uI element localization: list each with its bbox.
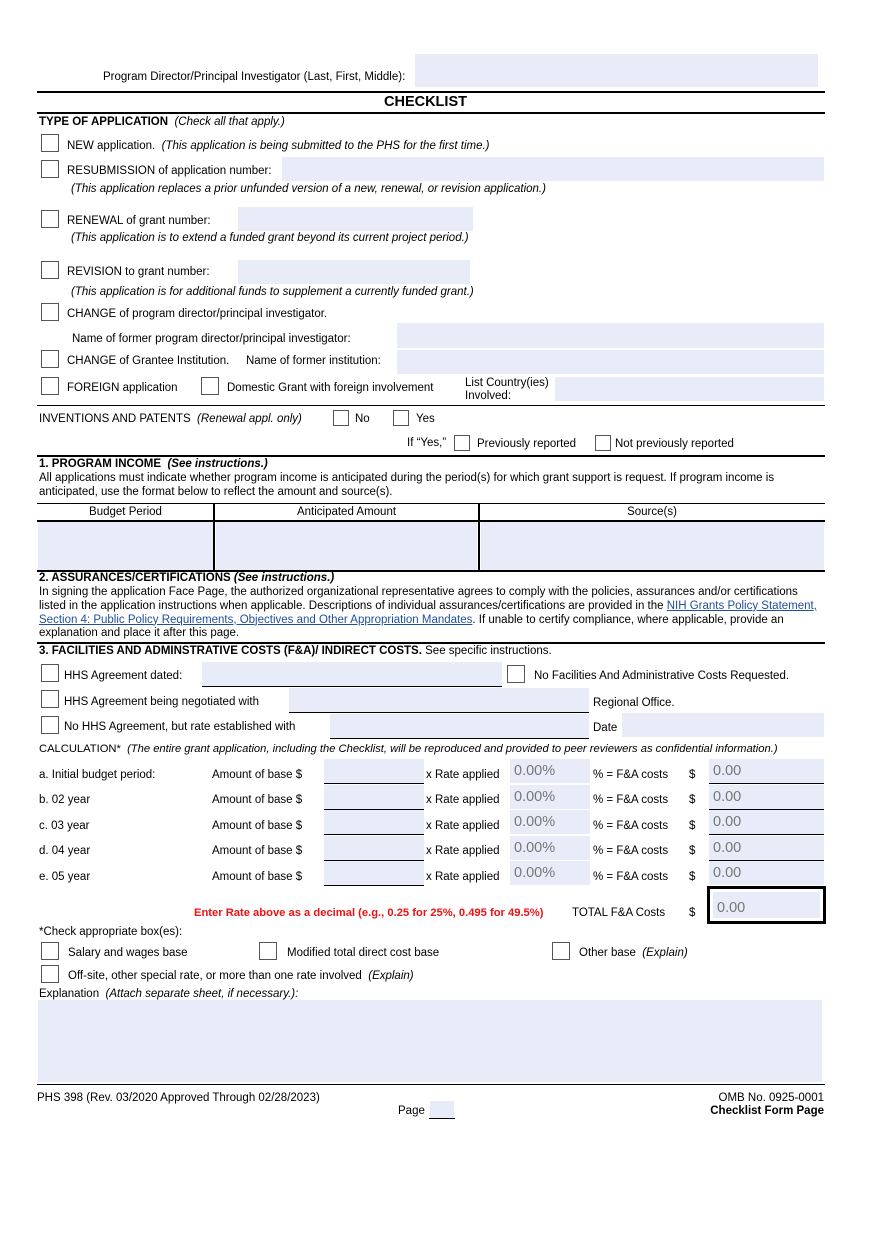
former-pd-label: Name of former program director/principal investigator:	[72, 333, 351, 345]
countries-label-1: List Country(ies)	[465, 377, 549, 389]
fa-cost-value: 0.00	[713, 865, 742, 881]
new-label: NEW application. (This application is being submitted to the PHS for the first time.)	[67, 140, 490, 152]
domestic-foreign-label: Domestic Grant with foreign involvement	[227, 382, 434, 394]
field-underline	[429, 1118, 455, 1119]
divider	[37, 642, 825, 644]
col-anticipated-amount: Anticipated Amount	[296, 506, 397, 518]
fa-cost-value: 0.00	[713, 814, 742, 830]
fa-cost-value: 0.00	[713, 840, 742, 856]
dollar-sign: $	[689, 845, 696, 857]
row-label: b. 02 year	[39, 794, 91, 806]
other-base-label: Other base (Explain)	[579, 947, 688, 959]
base-label: Amount of base $	[212, 794, 303, 806]
divider	[37, 1084, 825, 1085]
total-fa-value: 0.00	[717, 900, 746, 916]
calculation-label: CALCULATION* (The entire grant application, including the Checklist, will be reproduced and provided to peer reviewers as confidential information.)	[39, 743, 778, 755]
domestic-foreign-checkbox[interactable]	[201, 377, 219, 395]
divider	[37, 91, 825, 93]
rate-label: x Rate applied	[426, 769, 500, 781]
rate-value: 0.00%	[514, 840, 556, 856]
salary-base-label: Salary and wages base	[68, 947, 188, 959]
total-fa-label: TOTAL F&A Costs	[572, 907, 666, 919]
divider	[37, 503, 825, 504]
rate-label: x Rate applied	[426, 794, 500, 806]
omb-number: OMB No. 0925-0001	[718, 1092, 824, 1104]
not-previously-reported-label: Not previously reported	[615, 438, 734, 450]
program-income-text: All applications must indicate whether program income is anticipated during the period(s) for which grant support is request. If program income is anticipated, use the format below to reflect the amount and source(s).	[39, 472, 775, 498]
hhs-dated-field[interactable]	[202, 662, 502, 686]
row-label: a. Initial budget period:	[39, 769, 156, 781]
assurances-text: In signing the application Face Page, the authorized organizational representative agrees to comply with the policies, assurances and/or certifications listed in the application instructions when applicable. Descriptions of individual assurances/certifications are provided in the NIH Grants Policy Statement, Section 4: Public Policy Requirements, Objectives and Other Appropriation Mandates. If unable to certify compliance, where applicable, provide an explanation and place it after this page.	[39, 586, 817, 640]
assurances-heading: 2. ASSURANCES/CERTIFICATIONS (See instructions.)	[39, 572, 335, 584]
resubmission-label: RESUBMISSION of application number:	[67, 165, 272, 177]
date-label: Date	[593, 722, 618, 734]
fa-label: % = F&A costs	[593, 820, 669, 832]
not-previously-reported-checkbox[interactable]	[595, 435, 611, 451]
row-label: c. 03 year	[39, 820, 90, 832]
regional-office-label: Regional Office.	[593, 697, 675, 709]
foreign-label: FOREIGN application	[67, 382, 178, 394]
previously-reported-checkbox[interactable]	[454, 435, 470, 451]
no-fa-label: No Facilities And Administrative Costs Requested.	[534, 670, 790, 682]
offsite-checkbox[interactable]	[41, 965, 59, 983]
base-amount-field[interactable]	[324, 785, 424, 809]
revision-number-field[interactable]	[238, 260, 470, 284]
fa-label: % = F&A costs	[593, 794, 669, 806]
if-yes-label: If “Yes,”	[407, 437, 447, 449]
field-underline	[324, 783, 424, 784]
row-label: d. 04 year	[39, 845, 91, 857]
total-fa-box	[707, 886, 826, 924]
no-hhs-label: No HHS Agreement, but rate established with	[64, 721, 296, 733]
mtdc-base-checkbox[interactable]	[259, 942, 277, 960]
rate-established-field[interactable]	[330, 714, 589, 738]
former-pd-field[interactable]	[397, 323, 824, 348]
field-underline	[324, 834, 424, 835]
inventions-yes-checkbox[interactable]	[393, 410, 409, 426]
field-underline	[709, 834, 824, 835]
nih-policy-link[interactable]: NIH Grants Policy Statement, Section 4: Public Policy Requirements, Objectives and Other Appropriation Mandates	[39, 599, 817, 626]
pd-name-label: Program Director/Principal Investigator (Last, First, Middle):	[103, 71, 406, 83]
dollar-sign: $	[689, 871, 696, 883]
no-fa-checkbox[interactable]	[507, 665, 525, 683]
salary-base-checkbox[interactable]	[41, 942, 59, 960]
form-page-label: Checklist Form Page	[710, 1105, 824, 1117]
divider	[37, 112, 825, 114]
dollar-sign: $	[689, 820, 696, 832]
sources-field[interactable]	[481, 522, 824, 570]
hhs-dated-checkbox[interactable]	[41, 664, 59, 682]
field-underline	[202, 686, 502, 687]
rate-value: 0.00%	[514, 865, 556, 881]
type-of-application-heading: TYPE OF APPLICATION (Check all that apply.)	[39, 116, 285, 128]
former-institution-field[interactable]	[397, 350, 824, 374]
explanation-field[interactable]	[38, 1000, 822, 1082]
no-hhs-checkbox[interactable]	[41, 716, 59, 734]
renewal-number-field[interactable]	[238, 207, 473, 231]
divider	[37, 455, 825, 457]
rate-label: x Rate applied	[426, 845, 500, 857]
resubmission-checkbox[interactable]	[41, 160, 59, 178]
date-field[interactable]	[622, 713, 824, 737]
field-underline	[330, 738, 589, 739]
base-amount-field[interactable]	[324, 759, 424, 783]
renewal-checkbox[interactable]	[41, 210, 59, 228]
column-divider	[213, 503, 215, 571]
col-sources: Source(s)	[627, 506, 677, 518]
inventions-no-label: No	[355, 413, 370, 425]
base-amount-field[interactable]	[324, 861, 424, 885]
rate-warning: Enter Rate above as a decimal (e.g., 0.25 for 25%, 0.495 for 49.5%)	[194, 907, 544, 919]
resubmission-note: (This application replaces a prior unfunded version of a new, renewal, or revision application.)	[71, 183, 546, 195]
page-label: Page	[398, 1105, 425, 1117]
countries-label-2: Involved:	[465, 390, 512, 402]
field-underline	[289, 712, 589, 713]
foreign-checkbox[interactable]	[41, 377, 59, 395]
fa-label: % = F&A costs	[593, 769, 669, 781]
revision-checkbox[interactable]	[41, 261, 59, 279]
offsite-label: Off-site, other special rate, or more than one rate involved (Explain)	[68, 970, 414, 982]
page-title: CHECKLIST	[384, 94, 467, 110]
negotiated-label: HHS Agreement being negotiated with	[64, 696, 259, 708]
negotiated-office-field[interactable]	[289, 688, 589, 712]
program-income-heading: 1. PROGRAM INCOME (See instructions.)	[39, 458, 268, 470]
fa-costs-heading: 3. FACILITIES AND ADMINSTRATIVE COSTS (F&A)/ INDIRECT COSTS. See specific instructions.	[39, 645, 552, 657]
base-label: Amount of base $	[212, 769, 303, 781]
field-underline	[324, 885, 424, 886]
rate-label: x Rate applied	[426, 871, 500, 883]
dollar-sign: $	[689, 907, 696, 919]
hhs-dated-label: HHS Agreement dated:	[64, 670, 183, 682]
base-label: Amount of base $	[212, 845, 303, 857]
check-appropriate-label: *Check appropriate box(es):	[39, 926, 183, 938]
anticipated-amount-field[interactable]	[216, 522, 477, 570]
fa-cost-value: 0.00	[713, 789, 742, 805]
base-label: Amount of base $	[212, 820, 303, 832]
budget-period-field[interactable]	[38, 522, 213, 570]
former-institution-label: Name of former institution:	[246, 355, 381, 367]
divider	[37, 405, 825, 406]
form-id: PHS 398 (Rev. 03/2020 Approved Through 02/28/2023)	[37, 1092, 320, 1104]
base-amount-field[interactable]	[324, 836, 424, 860]
fa-cost-value: 0.00	[713, 763, 742, 779]
change-grantee-checkbox[interactable]	[41, 350, 59, 368]
change-pd-checkbox[interactable]	[41, 303, 59, 321]
fa-label: % = F&A costs	[593, 845, 669, 857]
field-underline	[709, 783, 824, 784]
fa-label: % = F&A costs	[593, 871, 669, 883]
rate-value: 0.00%	[514, 789, 556, 805]
revision-label: REVISION to grant number:	[67, 266, 210, 278]
resubmission-number-field[interactable]	[282, 157, 824, 181]
renewal-label: RENEWAL of grant number:	[67, 215, 211, 227]
new-checkbox[interactable]	[41, 134, 59, 152]
explanation-label: Explanation (Attach separate sheet, if necessary.):	[39, 988, 299, 1000]
page-number-field[interactable]	[430, 1101, 454, 1118]
col-budget-period: Budget Period	[89, 506, 162, 518]
dollar-sign: $	[689, 769, 696, 781]
mtdc-base-label: Modified total direct cost base	[287, 947, 440, 959]
inventions-no-checkbox[interactable]	[333, 410, 349, 426]
pd-name-field[interactable]	[415, 54, 818, 87]
revision-note: (This application is for additional funds to supplement a currently funded grant.)	[71, 286, 474, 298]
inventions-yes-label: Yes	[416, 413, 435, 425]
column-divider	[478, 503, 480, 571]
rate-value: 0.00%	[514, 814, 556, 830]
dollar-sign: $	[689, 794, 696, 806]
base-label: Amount of base $	[212, 871, 303, 883]
previously-reported-label: Previously reported	[477, 438, 577, 450]
negotiated-checkbox[interactable]	[41, 690, 59, 708]
row-label: e. 05 year	[39, 871, 91, 883]
rate-value: 0.00%	[514, 763, 556, 779]
inventions-label: INVENTIONS AND PATENTS (Renewal appl. only)	[39, 413, 302, 425]
change-grantee-label: CHANGE of Grantee Institution.	[67, 355, 230, 367]
change-pd-label: CHANGE of program director/principal investigator.	[67, 308, 328, 320]
other-base-checkbox[interactable]	[552, 942, 570, 960]
renewal-note: (This application is to extend a funded grant beyond its current project period.)	[71, 232, 469, 244]
base-amount-field[interactable]	[324, 810, 424, 834]
countries-field[interactable]	[555, 377, 824, 401]
rate-label: x Rate applied	[426, 820, 500, 832]
